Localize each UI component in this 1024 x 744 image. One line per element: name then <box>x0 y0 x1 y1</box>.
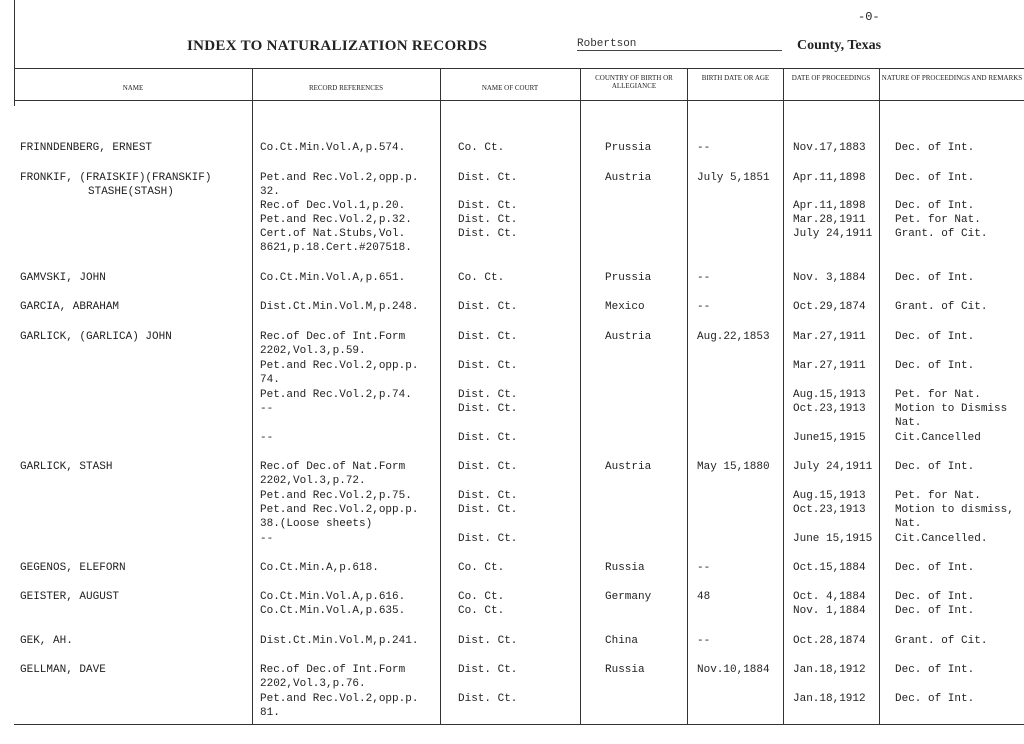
record-country: Prussia <box>605 142 652 154</box>
record-name: FRONKIF, (FRAISKIF)(FRANSKIF) <box>20 172 212 184</box>
column-divider <box>879 68 880 724</box>
record-reference: -- <box>260 403 274 415</box>
record-nature: Nat. <box>895 417 922 429</box>
record-reference: 74. <box>260 374 280 386</box>
record-court: Dist. Ct. <box>458 403 518 415</box>
column-header-nature: NATURE OF PROCEEDINGS AND REMARKS <box>881 74 1023 82</box>
record-birth-date: May 15,1880 <box>697 461 770 473</box>
record-reference: 8621,p.18.Cert.#207518. <box>260 242 412 254</box>
record-court: Dist. Ct. <box>458 200 518 212</box>
record-court: Dist. Ct. <box>458 228 518 240</box>
record-name: GEISTER, AUGUST <box>20 591 120 603</box>
record-court: Co. Ct. <box>458 605 505 617</box>
record-reference: Pet.and Rec.Vol.2,opp.p. <box>260 504 419 516</box>
record-name: GARCIA, ABRAHAM <box>20 301 120 313</box>
record-reference: Rec.of Dec.of Nat.Form <box>260 461 406 473</box>
record-proceedings-date: Aug.15,1913 <box>793 389 866 401</box>
record-court: Co. Ct. <box>458 591 505 603</box>
record-name: GEK, AH. <box>20 635 73 647</box>
record-country: Austria <box>605 331 652 343</box>
record-reference: -- <box>260 432 274 444</box>
record-country: Russia <box>605 664 645 676</box>
column-header-record-references: RECORD REFERENCES <box>308 84 384 92</box>
record-reference: Dist.Ct.Min.Vol.M,p.248. <box>260 301 419 313</box>
record-reference: Pet.and Rec.Vol.2,p.75. <box>260 490 412 502</box>
record-nature: Grant. of Cit. <box>895 228 988 240</box>
record-reference: Co.Ct.Min.A,p.618. <box>260 562 379 574</box>
record-court: Co. Ct. <box>458 562 505 574</box>
record-proceedings-date: Jan.18,1912 <box>793 693 866 705</box>
record-court: Dist. Ct. <box>458 461 518 473</box>
record-name: GELLMAN, DAVE <box>20 664 106 676</box>
record-court: Dist. Ct. <box>458 331 518 343</box>
record-reference: Pet.and Rec.Vol.2,opp.p. <box>260 693 419 705</box>
record-court: Dist. Ct. <box>458 490 518 502</box>
record-name: GAMVSKI, JOHN <box>20 272 106 284</box>
record-nature: Dec. of Int. <box>895 591 975 603</box>
record-nature: Dec. of Int. <box>895 360 975 372</box>
record-reference: Rec.of Dec.of Int.Form <box>260 331 406 343</box>
record-reference: 2202,Vol.3,p.59. <box>260 345 366 357</box>
record-country: Austria <box>605 461 652 473</box>
record-reference: 2202,Vol.3,p.76. <box>260 678 366 690</box>
record-reference: Pet.and Rec.Vol.2,p.32. <box>260 214 412 226</box>
record-nature: Motion to dismiss, <box>895 504 1014 516</box>
record-country: Germany <box>605 591 652 603</box>
record-reference: 81. <box>260 707 280 719</box>
record-proceedings-date: July 24,1911 <box>793 461 873 473</box>
record-nature: Dec. of Int. <box>895 562 975 574</box>
page-mark: -0- <box>858 10 880 24</box>
record-reference: Pet.and Rec.Vol.2,opp.p. <box>260 172 419 184</box>
record-proceedings-date: July 24,1911 <box>793 228 873 240</box>
record-reference: -- <box>260 533 274 545</box>
record-country: Russia <box>605 562 645 574</box>
record-nature: Dec. of Int. <box>895 172 975 184</box>
record-country: China <box>605 635 639 647</box>
record-reference: Dist.Ct.Min.Vol.M,p.241. <box>260 635 419 647</box>
record-birth-date: July 5,1851 <box>697 172 770 184</box>
column-header-birth: BIRTH DATE OR AGE <box>701 74 770 82</box>
record-nature: Grant. of Cit. <box>895 635 988 647</box>
column-divider <box>580 68 581 724</box>
record-proceedings-date: Nov. 1,1884 <box>793 605 866 617</box>
record-proceedings-date: Nov.17,1883 <box>793 142 866 154</box>
record-reference: 32. <box>260 186 280 198</box>
record-proceedings-date: Oct.23,1913 <box>793 403 866 415</box>
record-court: Dist. Ct. <box>458 214 518 226</box>
record-nature: Dec. of Int. <box>895 200 975 212</box>
record-court: Dist. Ct. <box>458 432 518 444</box>
record-court: Dist. Ct. <box>458 533 518 545</box>
record-reference: 38.(Loose sheets) <box>260 518 373 530</box>
county-label: County, Texas <box>797 38 882 53</box>
record-birth-date: Nov.10,1884 <box>697 664 770 676</box>
record-nature: Nat. <box>895 518 922 530</box>
record-name: GEGENOS, ELEFORN <box>20 562 126 574</box>
header-bottom-rule <box>14 100 1024 101</box>
county-name: Robertson <box>577 38 782 51</box>
record-proceedings-date: Mar.27,1911 <box>793 331 866 343</box>
record-proceedings-date: June15,1915 <box>793 432 866 444</box>
record-reference: Pet.and Rec.Vol.2,p.74. <box>260 389 412 401</box>
record-proceedings-date: Apr.11,1898 <box>793 172 866 184</box>
column-divider <box>783 68 784 724</box>
record-reference: Co.Ct.Min.Vol.A,p.574. <box>260 142 406 154</box>
record-proceedings-date: Mar.27,1911 <box>793 360 866 372</box>
record-nature: Motion to Dismiss <box>895 403 1008 415</box>
record-birth-date: Aug.22,1853 <box>697 331 770 343</box>
record-reference: Rec.of Dec.of Int.Form <box>260 664 406 676</box>
record-nature: Pet. for Nat. <box>895 490 981 502</box>
record-nature: Dec. of Int. <box>895 693 975 705</box>
record-court: Dist. Ct. <box>458 693 518 705</box>
record-proceedings-date: Oct.28,1874 <box>793 635 866 647</box>
record-reference: Cert.of Nat.Stubs,Vol. <box>260 228 406 240</box>
record-proceedings-date: Jan.18,1912 <box>793 664 866 676</box>
record-country: Prussia <box>605 272 652 284</box>
column-divider <box>687 68 688 724</box>
page-title: INDEX TO NATURALIZATION RECORDS <box>187 38 488 54</box>
record-nature: Cit.Cancelled. <box>895 533 988 545</box>
record-birth-date: -- <box>697 301 711 313</box>
record-reference: Co.Ct.Min.Vol.A,p.651. <box>260 272 406 284</box>
record-country: Mexico <box>605 301 645 313</box>
record-court: Co. Ct. <box>458 142 505 154</box>
column-header-date: DATE OF PROCEEDINGS <box>791 74 871 82</box>
record-name: FRINNDENBERG, ERNEST <box>20 142 153 154</box>
record-nature: Cit.Cancelled <box>895 432 981 444</box>
record-proceedings-date: June 15,1915 <box>793 533 873 545</box>
record-court: Dist. Ct. <box>458 172 518 184</box>
record-court: Co. Ct. <box>458 272 505 284</box>
record-country: Austria <box>605 172 652 184</box>
record-proceedings-date: Oct.15,1884 <box>793 562 866 574</box>
record-reference: Co.Ct.Min.Vol.A,p.635. <box>260 605 406 617</box>
record-nature: Grant. of Cit. <box>895 301 988 313</box>
column-divider <box>440 68 441 724</box>
column-divider <box>252 68 253 724</box>
record-nature: Dec. of Int. <box>895 331 975 343</box>
column-header-country: COUNTRY OF BIRTH OR ALLEGIANCE <box>595 74 673 90</box>
record-reference: Co.Ct.Min.Vol.A,p.616. <box>260 591 406 603</box>
record-reference: Pet.and Rec.Vol.2,opp.p. <box>260 360 419 372</box>
record-birth-date: -- <box>697 142 711 154</box>
record-proceedings-date: Oct.29,1874 <box>793 301 866 313</box>
record-birth-date: -- <box>697 562 711 574</box>
record-court: Dist. Ct. <box>458 664 518 676</box>
record-nature: Dec. of Int. <box>895 605 975 617</box>
record-nature: Dec. of Int. <box>895 461 975 473</box>
column-header-name: NAME <box>122 84 144 92</box>
column-header-court: NAME OF COURT <box>481 84 539 92</box>
record-court: Dist. Ct. <box>458 389 518 401</box>
record-nature: Pet. for Nat. <box>895 214 981 226</box>
record-nature: Dec. of Int. <box>895 142 975 154</box>
record-name-alias: STASHE(STASH) <box>88 186 174 198</box>
record-court: Dist. Ct. <box>458 504 518 516</box>
table-bottom-rule <box>14 724 1024 725</box>
record-court: Dist. Ct. <box>458 301 518 313</box>
record-nature: Pet. for Nat. <box>895 389 981 401</box>
record-reference: 2202,Vol.3,p.72. <box>260 475 366 487</box>
record-name: GARLICK, STASH <box>20 461 113 473</box>
record-reference: Rec.of Dec.Vol.1,p.20. <box>260 200 406 212</box>
record-proceedings-date: Aug.15,1913 <box>793 490 866 502</box>
record-proceedings-date: Mar.28,1911 <box>793 214 866 226</box>
record-proceedings-date: Apr.11,1898 <box>793 200 866 212</box>
record-birth-date: -- <box>697 272 711 284</box>
record-proceedings-date: Oct. 4,1884 <box>793 591 866 603</box>
record-birth-date: 48 <box>697 591 711 603</box>
record-proceedings-date: Oct.23,1913 <box>793 504 866 516</box>
table-top-rule <box>14 68 1024 69</box>
record-court: Dist. Ct. <box>458 360 518 372</box>
record-nature: Dec. of Int. <box>895 664 975 676</box>
record-name: GARLICK, (GARLICA) JOHN <box>20 331 172 343</box>
record-court: Dist. Ct. <box>458 635 518 647</box>
record-nature: Dec. of Int. <box>895 272 975 284</box>
record-birth-date: -- <box>697 635 711 647</box>
record-proceedings-date: Nov. 3,1884 <box>793 272 866 284</box>
